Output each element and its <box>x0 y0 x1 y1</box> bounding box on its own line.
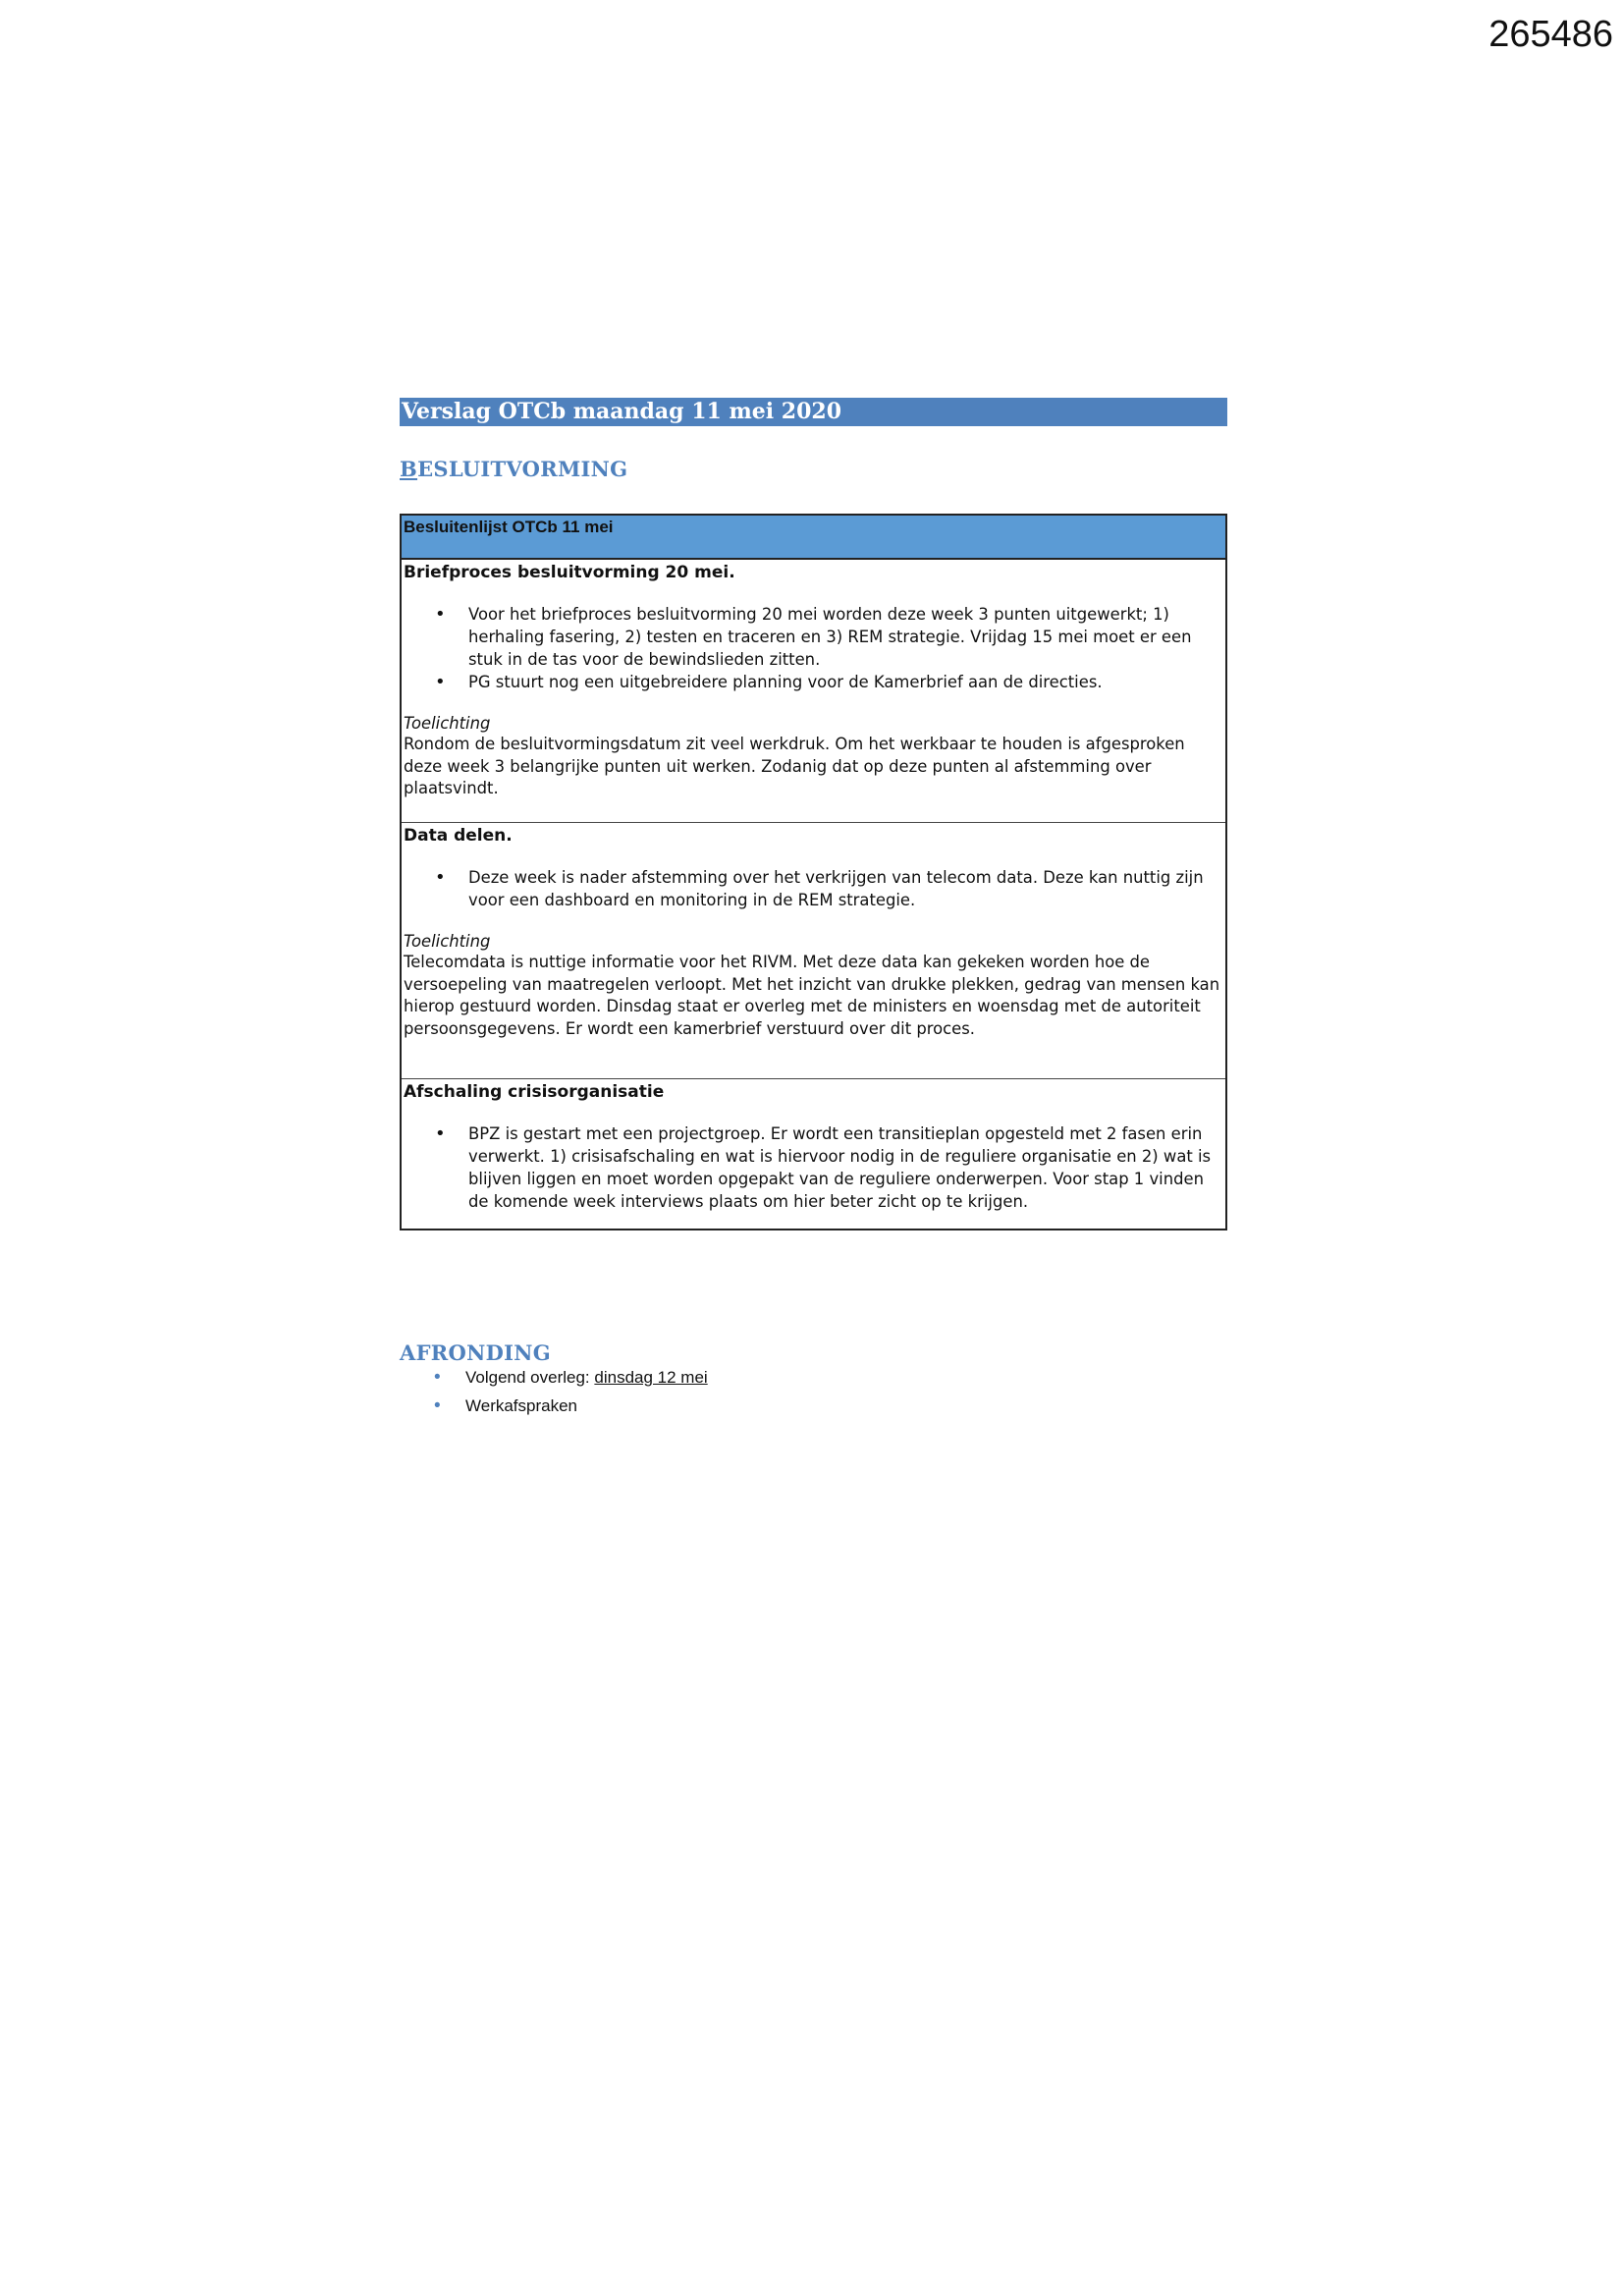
closing-list <box>400 1363 708 1420</box>
note-label: Toelichting <box>404 932 491 951</box>
table-row-briefproces <box>402 563 1225 823</box>
row-title: Data delen. <box>404 826 513 846</box>
bullet-item: • PG stuurt nog een uitgebreidere planning voor de Kamerbrief aan de directies. <box>468 671 1223 693</box>
report-title: Verslag OTCb maandag 11 mei 2020 <box>400 398 1227 426</box>
next-meeting-label: Volgend overleg: <box>465 1368 595 1387</box>
bullet-list <box>404 1122 1223 1213</box>
table-header: Besluitenlijst OTCb 11 mei <box>402 516 1225 560</box>
bullet-list <box>404 866 1223 911</box>
table-row-data-delen <box>402 826 1225 1079</box>
row-title: Afschaling crisisorganisatie <box>404 1082 665 1102</box>
note-text: Rondom de besluitvormingsdatum zit veel werkdruk. Om het werkbaar te houden is afgesproken deze week 3 belangrijke punten uit werken. Zodanig dat op deze punten al afstemming over plaatsvindt. <box>404 735 1185 797</box>
bullet-list <box>404 603 1223 693</box>
next-meeting-date: dinsdag 12 mei <box>594 1368 708 1387</box>
heading-rest: ESLUITVORMING <box>417 457 628 481</box>
table-row-afschaling <box>402 1082 1225 1213</box>
list-item-agreements: • Werkafspraken <box>465 1392 708 1420</box>
note-label: Toelichting <box>404 714 491 733</box>
document-id-number: 265486 <box>1488 14 1613 55</box>
list-item-next-meeting <box>465 1363 708 1392</box>
row-title: Briefproces besluitvorming 20 mei. <box>404 563 735 582</box>
bullet-item: • Deze week is nader afstemming over het verkrijgen van telecom data. Deze kan nuttig zijn voor een dashboard en monitoring in de REM strategie. <box>468 866 1223 911</box>
note-text: Telecomdata is nuttige informatie voor het RIVM. Met deze data kan gekeken worden hoe de versoepeling van maatregelen verloopt. Met het inzicht van drukke plekken, gedrag van mensen kan hierop gestuurd worden. Dinsdag staat er overleg met de ministers en woensdag met de autoriteit persoonsgegevens. Er wordt een kamerbrief verstuurd over dit proces. <box>404 953 1220 1038</box>
decisions-table <box>400 514 1227 1230</box>
bullet-item: • BPZ is gestart met een projectgroep. Er wordt een transitieplan opgesteld met 2 fasen erin verwerkt. 1) crisisafschaling en wat is hiervoor nodig in de reguliere organisatie en 2) wat is blijven liggen en moet worden opgepakt van de reguliere onderwerpen. Voor stap 1 vinden de komende week interviews plaats om hier beter zicht op te krijgen. <box>468 1122 1223 1213</box>
section-heading-besluitvorming <box>400 457 627 481</box>
heading-first-letter: B <box>400 457 418 481</box>
section-heading-afronding: AFRONDING <box>400 1340 552 1365</box>
bullet-item: • Voor het briefproces besluitvorming 20 mei worden deze week 3 punten uitgewerkt; 1) herhaling fasering, 2) testen en traceren en 3) REM strategie. Vrijdag 15 mei moet er een stuk in de tas voor de bewindslieden zitten. <box>468 603 1223 671</box>
